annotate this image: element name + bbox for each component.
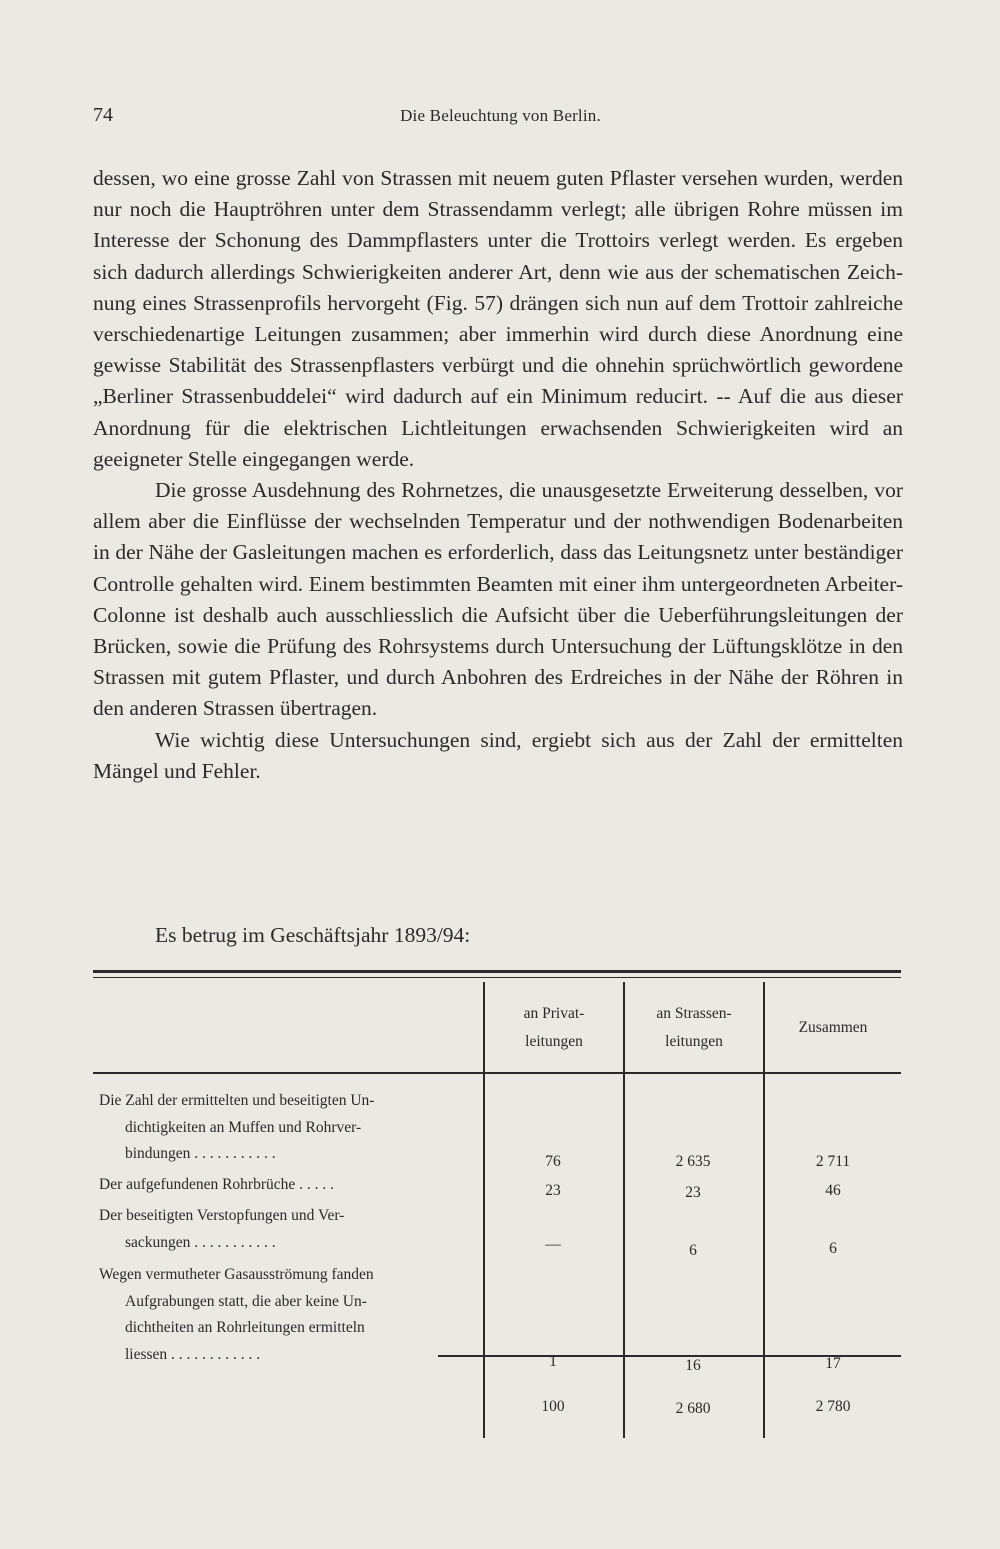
row-label-leaks: Die Zahl der ermittelten und beseitigten Un- dichtigkeiten an Muffen und Rohrver- bindungen . . . . . . . . . . . (99, 1092, 375, 1162)
cell-value: 6 (689, 1242, 697, 1259)
cell-value: 23 (685, 1184, 701, 1201)
page-header (93, 104, 908, 134)
body-text (93, 163, 903, 787)
table-intro: Es betrug im Geschäftsjahr 1893/94: (155, 923, 471, 947)
cell-value: 1 (549, 1353, 557, 1370)
cell-value: 2 711 (815, 1153, 851, 1170)
paragraph-2: Die grosse Ausdehnung des Rohrnetzes, die unausgesetzte Erweiterung desselben, vor allem aber die Einflüsse der wechselnden Temperatur und der nothwendigen Bodenarbeiten in der Nähe der Gasleitungen machen es erforderlich, dass das Leitungsnetz unter beständiger Controlle gehalten wird. Einem bestimmten Beamten mit einer ihm untergeordneten Arbeiter-Colonne ist deshalb auch ausschliesslich die Aufsicht über die Ueberführungsleitungen der Brücken, sowie die Prüfung des Rohrsystems durch Untersuchung der Lüftungsklötze in den Strassen mit gutem Pflaster, und durch Anbohren des Erdreiches in der Nähe der Röhren in den anderen Strassen übertragen. (93, 478, 903, 721)
cell-value: 6 (829, 1240, 837, 1257)
column-header-street: an Strassen- leitungen (656, 1005, 732, 1050)
cell-value: — (545, 1236, 561, 1253)
running-title: Die Beleuchtung von Berlin. (400, 106, 601, 125)
page-number: 74 (93, 104, 113, 126)
column-header-private: an Privat- leitungen (523, 1005, 585, 1050)
total-sum: 2 780 (815, 1398, 851, 1415)
cell-value: 46 (825, 1182, 841, 1199)
table-header-rule (93, 1072, 901, 1074)
cell-value: 2 635 (675, 1153, 711, 1170)
column-header-total: Zusammen (798, 1019, 868, 1036)
cell-value: 76 (545, 1153, 561, 1170)
row-label-excavations: Wegen vermutheter Gasausströmung fanden Aufgrabungen statt, die aber keine Un- dichtheiten an Rohrleitungen ermitteln liessen . . . . . . . . . . . . (99, 1266, 374, 1363)
row-label-blockages: Der beseitigten Verstopfungen und Ver- sackungen . . . . . . . . . . . (99, 1207, 345, 1251)
cell-value: 17 (825, 1355, 841, 1372)
statistics-table (93, 970, 901, 1440)
table-top-rule (93, 970, 901, 973)
cell-value: 16 (685, 1357, 701, 1374)
row-label-pipe-breaks: Der aufgefundenen Rohrbrüche . . . . . (99, 1176, 334, 1193)
paragraph-1: dessen, wo eine grosse Zahl von Strassen mit neuem guten Pflaster versehen wurden, werden nur noch die Hauptröhren unter dem Strassendamm verlegt; alle übrigen Rohre müssen im Interesse der Schonung des Dammpflasters unter die Trottoirs verlegt werden. Es ergeben sich dadurch allerdings Schwierigkeiten anderer Art, denn wie aus der schematischen Zeichnung eines Strassenprofils hervorgeht (Fig. 57) drängen sich nun auf dem Trottoir zahlreiche verschiedenartige Leitungen zusammen; aber immerhin wird durch diese Anordnung eine gewisse Stabilität des Strassenpflasters verbürgt und die ohnehin sprüchwörtlich gewordene „Berliner Strassenbuddelei“ wird dadurch auf ein Minimum reducirt. -- Auf die aus dieser Anordnung für die elektrischen Lichtleitungen erwachsenden Schwierigkeiten wird an geeigneter Stelle eingegangen werde. (93, 166, 903, 471)
total-private: 100 (541, 1398, 565, 1415)
total-street: 2 680 (675, 1400, 711, 1417)
cell-value: 23 (545, 1182, 561, 1199)
paragraph-3: Wie wichtig diese Untersuchungen sind, ergiebt sich aus der Zahl der ermittelten Mängel und Fehler. (93, 727, 903, 783)
table-top-rule-thin (93, 977, 901, 978)
